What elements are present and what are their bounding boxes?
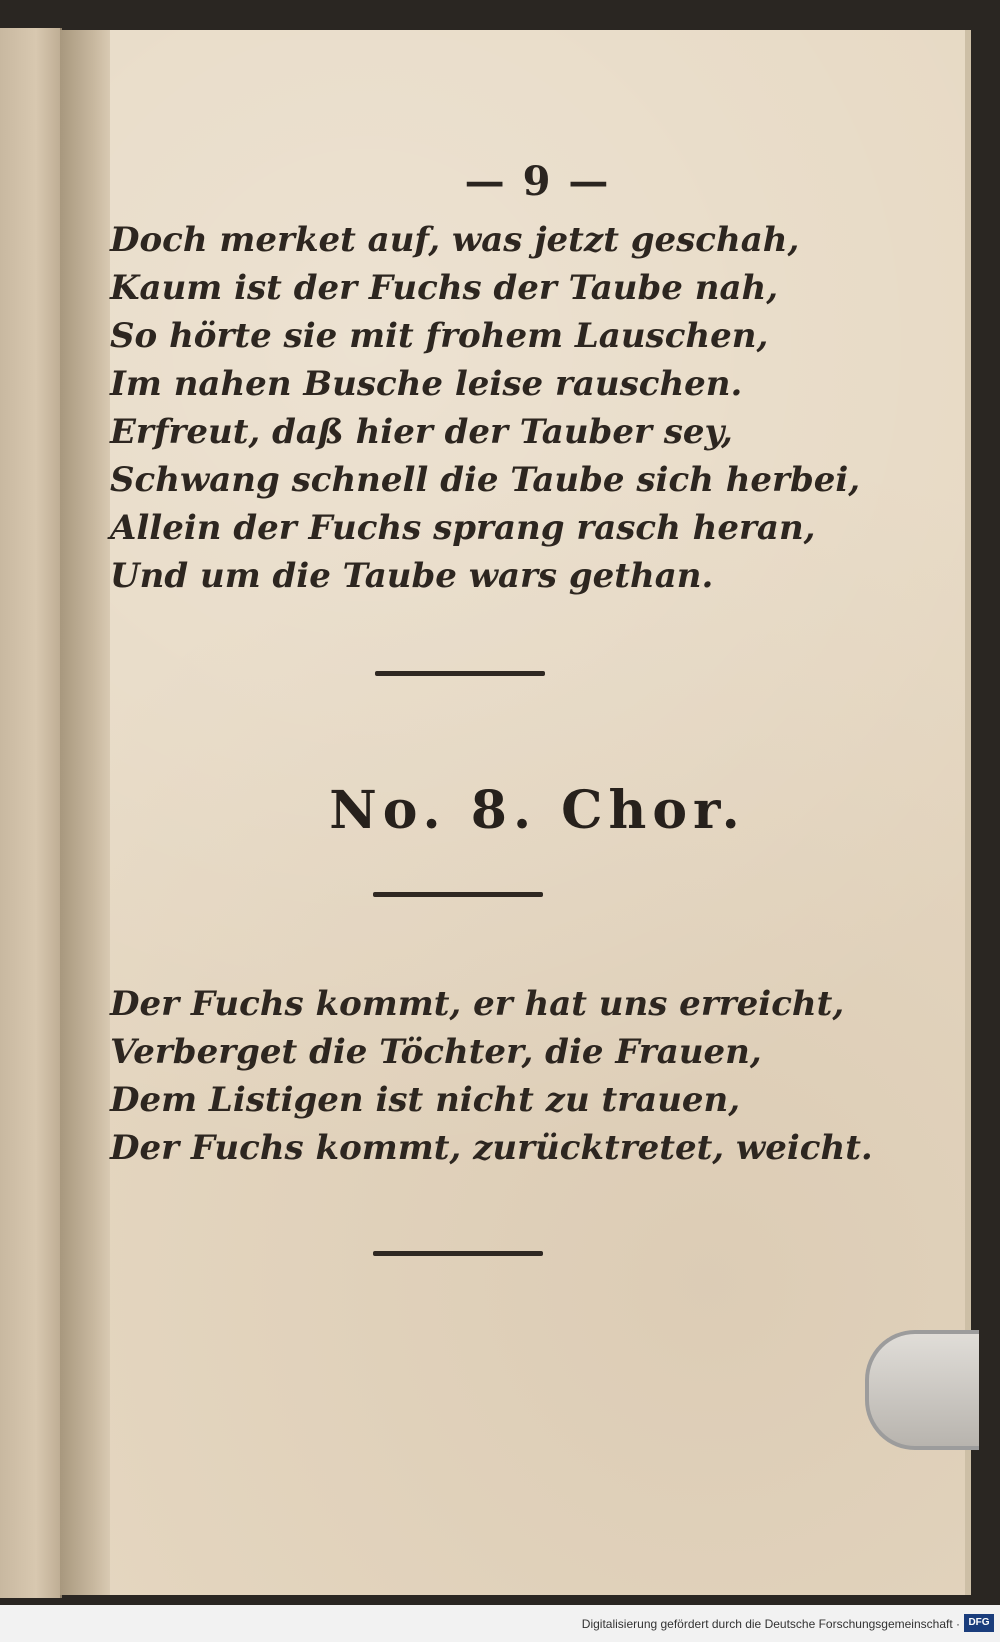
verse-line: Allein der Fuchs sprang rasch heran,: [110, 508, 816, 548]
verse-stanza-one: [110, 216, 860, 600]
verse-line: Kaum ist der Fuchs der Taube nah,: [110, 268, 779, 308]
book-page: [110, 30, 971, 1595]
divider-rule: [373, 1251, 543, 1256]
verse-line: Der Fuchs kommt, er hat uns erreicht,: [110, 984, 845, 1024]
verse-line: Und um die Taube wars gethan.: [110, 556, 714, 596]
verse-line: Der Fuchs kommt, zurücktretet, weicht.: [110, 1128, 873, 1168]
section-heading: No. 8. Chor.: [329, 780, 746, 841]
left-page-edge: [0, 28, 62, 1598]
divider-rule: [373, 892, 543, 897]
page-number: — 9 —: [464, 158, 611, 205]
verse-line: So hörte sie mit frohem Lauschen,: [110, 316, 769, 356]
verse-line: Verberget die Töchter, die Frauen,: [110, 1032, 762, 1072]
funding-credit: Digitalisierung gefördert durch die Deutsche Forschungsgemeinschaft ·: [581, 1617, 960, 1631]
verse-line: Schwang schnell die Taube sich herbei,: [110, 460, 861, 500]
verse-line: Erfreut, daß hier der Tauber sey,: [110, 412, 733, 452]
page-clip: [865, 1330, 979, 1450]
footer-bar: [0, 1605, 1000, 1642]
dfg-logo: DFG: [964, 1614, 994, 1632]
verse-line: Doch merket auf, was jetzt geschah,: [110, 220, 800, 260]
verse-stanza-two: [110, 980, 873, 1172]
verse-line: Im nahen Busche leise rauschen.: [110, 364, 743, 404]
verse-line: Dem Listigen ist nicht zu trauen,: [110, 1080, 741, 1120]
divider-rule: [375, 671, 545, 676]
